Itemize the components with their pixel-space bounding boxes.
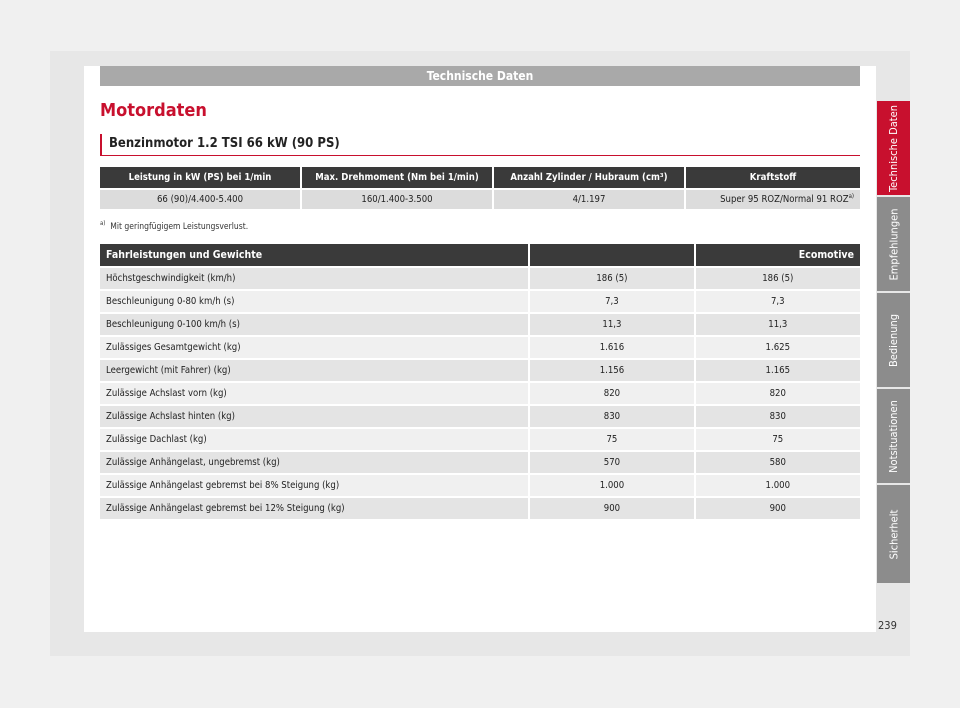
table-row xyxy=(100,291,860,312)
standard-value: 11,3 xyxy=(530,314,693,335)
tab-label: Technische Daten xyxy=(887,104,901,192)
standard-value: 186 (5) xyxy=(530,268,693,289)
row-label: Beschleunigung 0-100 km/h (s) xyxy=(100,314,528,335)
standard-value: 820 xyxy=(530,383,693,404)
performance-header-row xyxy=(100,244,860,266)
performance-header-label: Fahrleistungen und Gewichte xyxy=(100,244,528,266)
footnote-text: Mit geringfügigem Leistungsverlust. xyxy=(110,221,249,232)
table-row xyxy=(100,498,860,519)
engine-data-table xyxy=(98,165,862,211)
standard-value: 1.616 xyxy=(530,337,693,358)
tab-label: Sicherheit xyxy=(887,509,900,559)
footnote xyxy=(100,220,248,232)
table-row xyxy=(100,268,860,289)
ecomotive-value: 1.000 xyxy=(696,475,860,496)
row-label: Leergewicht (mit Fahrer) (kg) xyxy=(100,360,528,381)
tab-empfehlungen[interactable] xyxy=(877,197,910,291)
tab-label: Empfehlungen xyxy=(887,208,900,280)
ecomotive-value: 186 (5) xyxy=(696,268,860,289)
standard-value: 1.156 xyxy=(530,360,693,381)
tab-bedienung[interactable] xyxy=(877,293,910,387)
tab-label: Bedienung xyxy=(887,313,901,367)
standard-value: 570 xyxy=(530,452,693,473)
ecomotive-value: 7,3 xyxy=(696,291,860,312)
engine-header-cylinders: Anzahl Zylinder / Hubraum (cm³) xyxy=(494,167,684,188)
row-label: Zulässige Anhängelast, ungebremst (kg) xyxy=(100,452,528,473)
ecomotive-value: 900 xyxy=(696,498,860,519)
row-label: Zulässige Anhängelast gebremst bei 8% Steigung (kg) xyxy=(100,475,528,496)
row-label: Zulässiges Gesamtgewicht (kg) xyxy=(100,337,528,358)
engine-torque-value: 160/1.400-3.500 xyxy=(302,190,492,209)
performance-header-ecomotive: Ecomotive xyxy=(696,244,860,266)
engine-table-row xyxy=(100,190,860,209)
fuel-text: Super 95 ROZ/Normal 91 ROZ xyxy=(720,194,849,206)
engine-header-fuel: Kraftstoff xyxy=(686,167,860,188)
footnote-marker: a) xyxy=(100,220,106,227)
table-row xyxy=(100,383,860,404)
engine-header-power: Leistung in kW (PS) bei 1/min xyxy=(100,167,300,188)
standard-value: 1.000 xyxy=(530,475,693,496)
chapter-header-band: Technische Daten xyxy=(100,66,860,86)
table-row xyxy=(100,406,860,427)
tab-notsituationen[interactable] xyxy=(877,389,910,483)
ecomotive-value: 580 xyxy=(696,452,860,473)
ecomotive-value: 820 xyxy=(696,383,860,404)
ecomotive-value: 75 xyxy=(696,429,860,450)
ecomotive-value: 1.165 xyxy=(696,360,860,381)
page-number: 239 xyxy=(878,619,897,632)
ecomotive-value: 11,3 xyxy=(696,314,860,335)
row-label: Zulässige Anhängelast gebremst bei 12% Steigung (kg) xyxy=(100,498,528,519)
engine-power-value: 66 (90)/4.400-5.400 xyxy=(100,190,300,209)
engine-subtitle: Benzinmotor 1.2 TSI 66 kW (90 PS) xyxy=(109,136,340,151)
table-row xyxy=(100,452,860,473)
performance-header-standard xyxy=(530,244,693,266)
row-label: Zulässige Achslast vorn (kg) xyxy=(100,383,528,404)
table-row xyxy=(100,475,860,496)
fuel-footnote-marker: a) xyxy=(848,193,854,201)
row-label: Höchstgeschwindigkeit (km/h) xyxy=(100,268,528,289)
performance-table-body xyxy=(100,268,860,519)
engine-cylinders-value: 4/1.197 xyxy=(494,190,684,209)
ecomotive-value: 1.625 xyxy=(696,337,860,358)
tab-label: Notsituationen xyxy=(887,399,900,473)
table-row xyxy=(100,314,860,335)
tab-technische-daten[interactable] xyxy=(877,101,910,195)
table-row xyxy=(100,360,860,381)
standard-value: 830 xyxy=(530,406,693,427)
engine-fuel-value xyxy=(686,190,860,209)
row-label: Zulässige Achslast hinten (kg) xyxy=(100,406,528,427)
standard-value: 900 xyxy=(530,498,693,519)
ecomotive-value: 830 xyxy=(696,406,860,427)
standard-value: 7,3 xyxy=(530,291,693,312)
section-title: Motordaten xyxy=(100,100,207,121)
row-label: Beschleunigung 0-80 km/h (s) xyxy=(100,291,528,312)
engine-header-torque: Max. Drehmoment (Nm bei 1/min) xyxy=(302,167,492,188)
row-label: Zulässige Dachlast (kg) xyxy=(100,429,528,450)
performance-table xyxy=(98,242,862,521)
standard-value: 75 xyxy=(530,429,693,450)
engine-table-header-row xyxy=(100,167,860,188)
table-row xyxy=(100,429,860,450)
table-row xyxy=(100,337,860,358)
tab-sicherheit[interactable] xyxy=(877,485,910,583)
